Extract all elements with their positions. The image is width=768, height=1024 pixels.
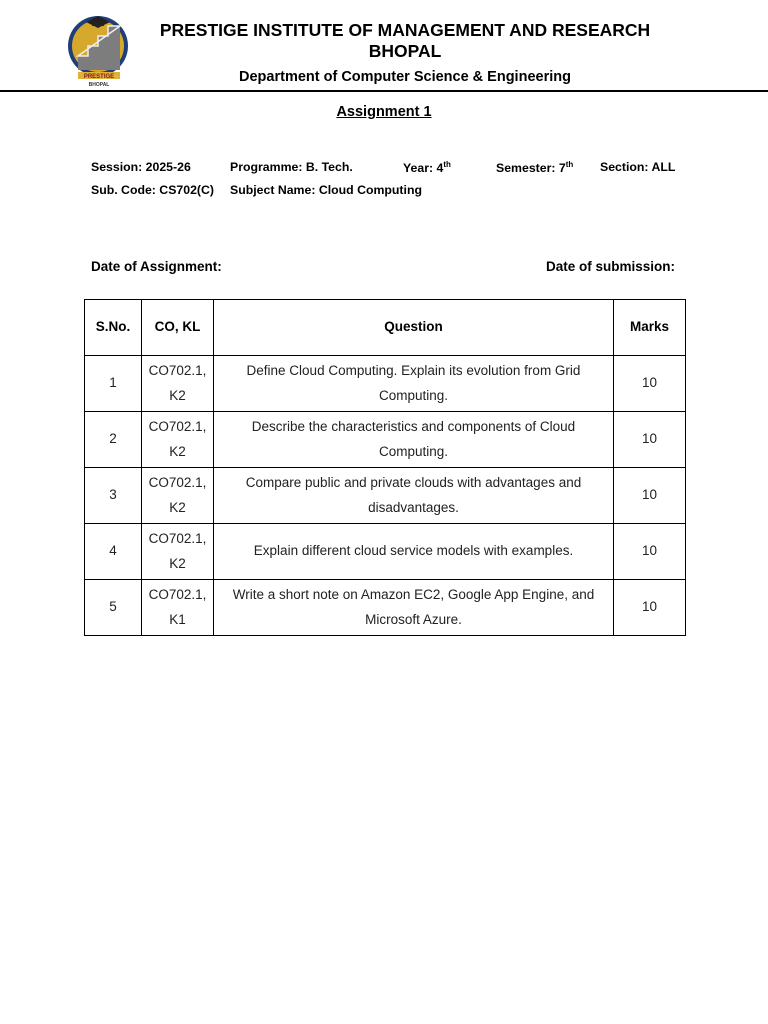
row-co: CO702.1, xyxy=(148,363,207,378)
row-kl: K2 xyxy=(169,555,186,571)
table-row xyxy=(85,468,686,524)
institute-name-line2: BHOPAL xyxy=(368,41,442,61)
subject-code-info: Sub. Code: CS702(C) xyxy=(91,183,214,197)
row-question: Compare public and private clouds with advantages and disadvantages. xyxy=(214,468,614,524)
date-of-submission-label: Date of submission: xyxy=(546,259,676,274)
row-co-kl xyxy=(142,468,214,524)
logo-text: PRESTIGE xyxy=(83,74,115,80)
row-co-kl xyxy=(142,524,214,580)
row-question: Define Cloud Computing. Explain its evolution from Grid Computing. xyxy=(214,356,614,412)
row-kl: K1 xyxy=(169,611,186,627)
row-co: CO702.1, xyxy=(148,531,207,546)
table-row xyxy=(85,356,686,412)
row-sno: 1 xyxy=(85,356,142,412)
header-question: Question xyxy=(214,300,614,356)
year-sup: th xyxy=(443,160,451,169)
row-sno: 5 xyxy=(85,580,142,636)
institute-logo xyxy=(66,12,132,90)
row-question: Explain different cloud service models with examples. xyxy=(214,524,614,580)
row-sno: 2 xyxy=(85,412,142,468)
header-divider xyxy=(0,90,768,92)
assignment-title: Assignment 1 xyxy=(336,104,432,120)
row-kl: K2 xyxy=(169,443,186,459)
row-co: CO702.1, xyxy=(148,475,207,490)
table-row xyxy=(85,580,686,636)
session-info: Session: 2025-26 xyxy=(91,160,191,174)
subject-name-info: Subject Name: Cloud Computing xyxy=(230,183,422,197)
row-sno: 4 xyxy=(85,524,142,580)
semester-info xyxy=(496,160,573,175)
row-marks: 10 xyxy=(614,412,686,468)
header-sno: S.No. xyxy=(85,300,142,356)
row-kl: K2 xyxy=(169,387,186,403)
section-info: Section: ALL xyxy=(600,160,676,174)
row-sno: 3 xyxy=(85,468,142,524)
institute-name-line1: PRESTIGE INSTITUTE OF MANAGEMENT AND RESEARCH xyxy=(159,20,651,40)
header-marks: Marks xyxy=(614,300,686,356)
date-of-assignment-label: Date of Assignment: xyxy=(91,259,222,274)
row-marks: 10 xyxy=(614,356,686,412)
row-marks: 10 xyxy=(614,580,686,636)
row-kl: K2 xyxy=(169,499,186,515)
semester-sup: th xyxy=(565,160,574,169)
header-co-kl: CO, KL xyxy=(142,300,214,356)
row-co: CO702.1, xyxy=(148,587,207,602)
row-co-kl xyxy=(142,580,214,636)
year-info xyxy=(403,160,451,175)
row-marks: 10 xyxy=(614,468,686,524)
row-co-kl xyxy=(142,412,214,468)
row-question: Describe the characteristics and components of Cloud Computing. xyxy=(214,412,614,468)
table-row xyxy=(85,412,686,468)
table-row xyxy=(85,524,686,580)
logo-subtext: BHOPAL xyxy=(88,82,110,88)
row-co: CO702.1, xyxy=(148,419,207,434)
institute-name xyxy=(150,20,660,62)
row-co-kl xyxy=(142,356,214,412)
table-header-row xyxy=(85,300,686,356)
row-marks: 10 xyxy=(614,524,686,580)
department-name: Department of Computer Science & Engineering xyxy=(239,69,571,85)
row-question: Write a short note on Amazon EC2, Google App Engine, and Microsoft Azure. xyxy=(214,580,614,636)
year-text: Year: 4 xyxy=(403,161,444,176)
semester-text: Semester: 7 xyxy=(496,161,566,176)
questions-table xyxy=(84,299,686,636)
programme-info: Programme: B. Tech. xyxy=(230,160,353,174)
